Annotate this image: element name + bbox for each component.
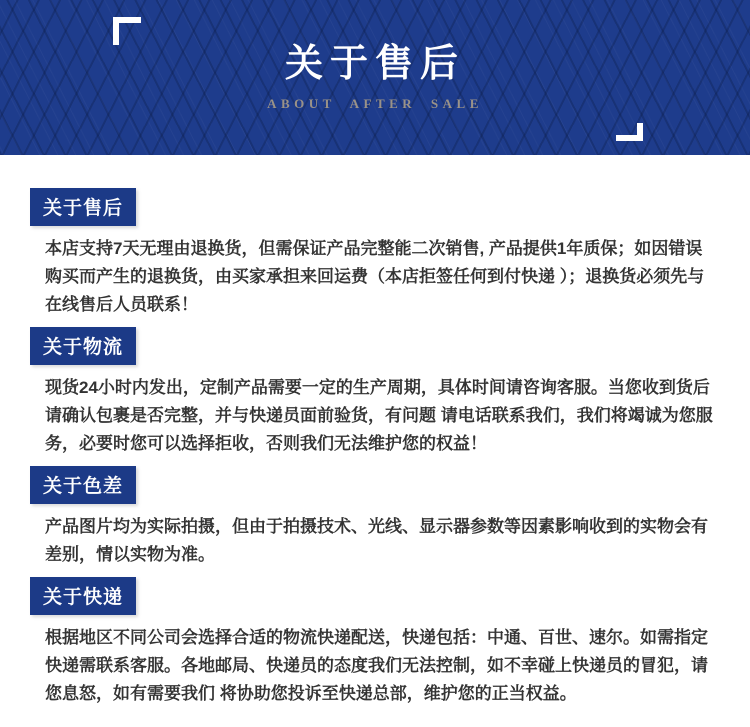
section-text-express: 根据地区不同公司会选择合适的物流快递配送，快递包括：中通、百世、速尔。如需指定快递需联系客服。各地邮局、快递员的态度我们无法控制，如不幸碰上快递员的冒犯，请您息怒，如有需要我们 将协助您投诉至快递总部，维护您的正当权益。 <box>45 628 708 703</box>
section-express <box>30 577 715 708</box>
section-badge-express: 关于快递 <box>30 577 136 615</box>
section-after-sale <box>30 188 715 319</box>
section-text-after-sale: 本店支持7天无理由退换货，但需保证产品完整能二次销售, 产品提供1年质保；如因错误购买而产生的退换货，由买家承担来回运费（本店拒签任何到付快递 ）；退换货必须先与在线售后人员联系！ <box>45 239 705 314</box>
header-banner <box>0 0 750 155</box>
corner-bracket-top-left-icon <box>113 17 141 45</box>
section-logistics <box>30 327 715 458</box>
content-area <box>0 155 750 708</box>
section-badge-logistics: 关于物流 <box>30 327 136 365</box>
page-title: 关于售后 <box>284 43 465 85</box>
section-text-logistics: 现货24小时内发出，定制产品需要一定的生产周期，具体时间请咨询客服。当您收到货后请确认包裹是否完整，并与快递员面前验货，有问题 请电话联系我们，我们将竭诚为您服务，必要时您可以选择拒收，否则我们无法维护您的权益！ <box>45 378 713 453</box>
section-color-difference <box>30 466 715 569</box>
section-badge-color-difference: 关于色差 <box>30 466 136 504</box>
page-subtitle: ABOUT AFTER SALE <box>267 95 483 111</box>
corner-bracket-bottom-right-icon <box>616 123 643 141</box>
section-text-color-difference: 产品图片均为实际拍摄，但由于拍摄技术、光线、显示器参数等因素影响收到的实物会有差别，情以实物为准。 <box>45 517 708 564</box>
section-badge-after-sale: 关于售后 <box>30 188 136 226</box>
